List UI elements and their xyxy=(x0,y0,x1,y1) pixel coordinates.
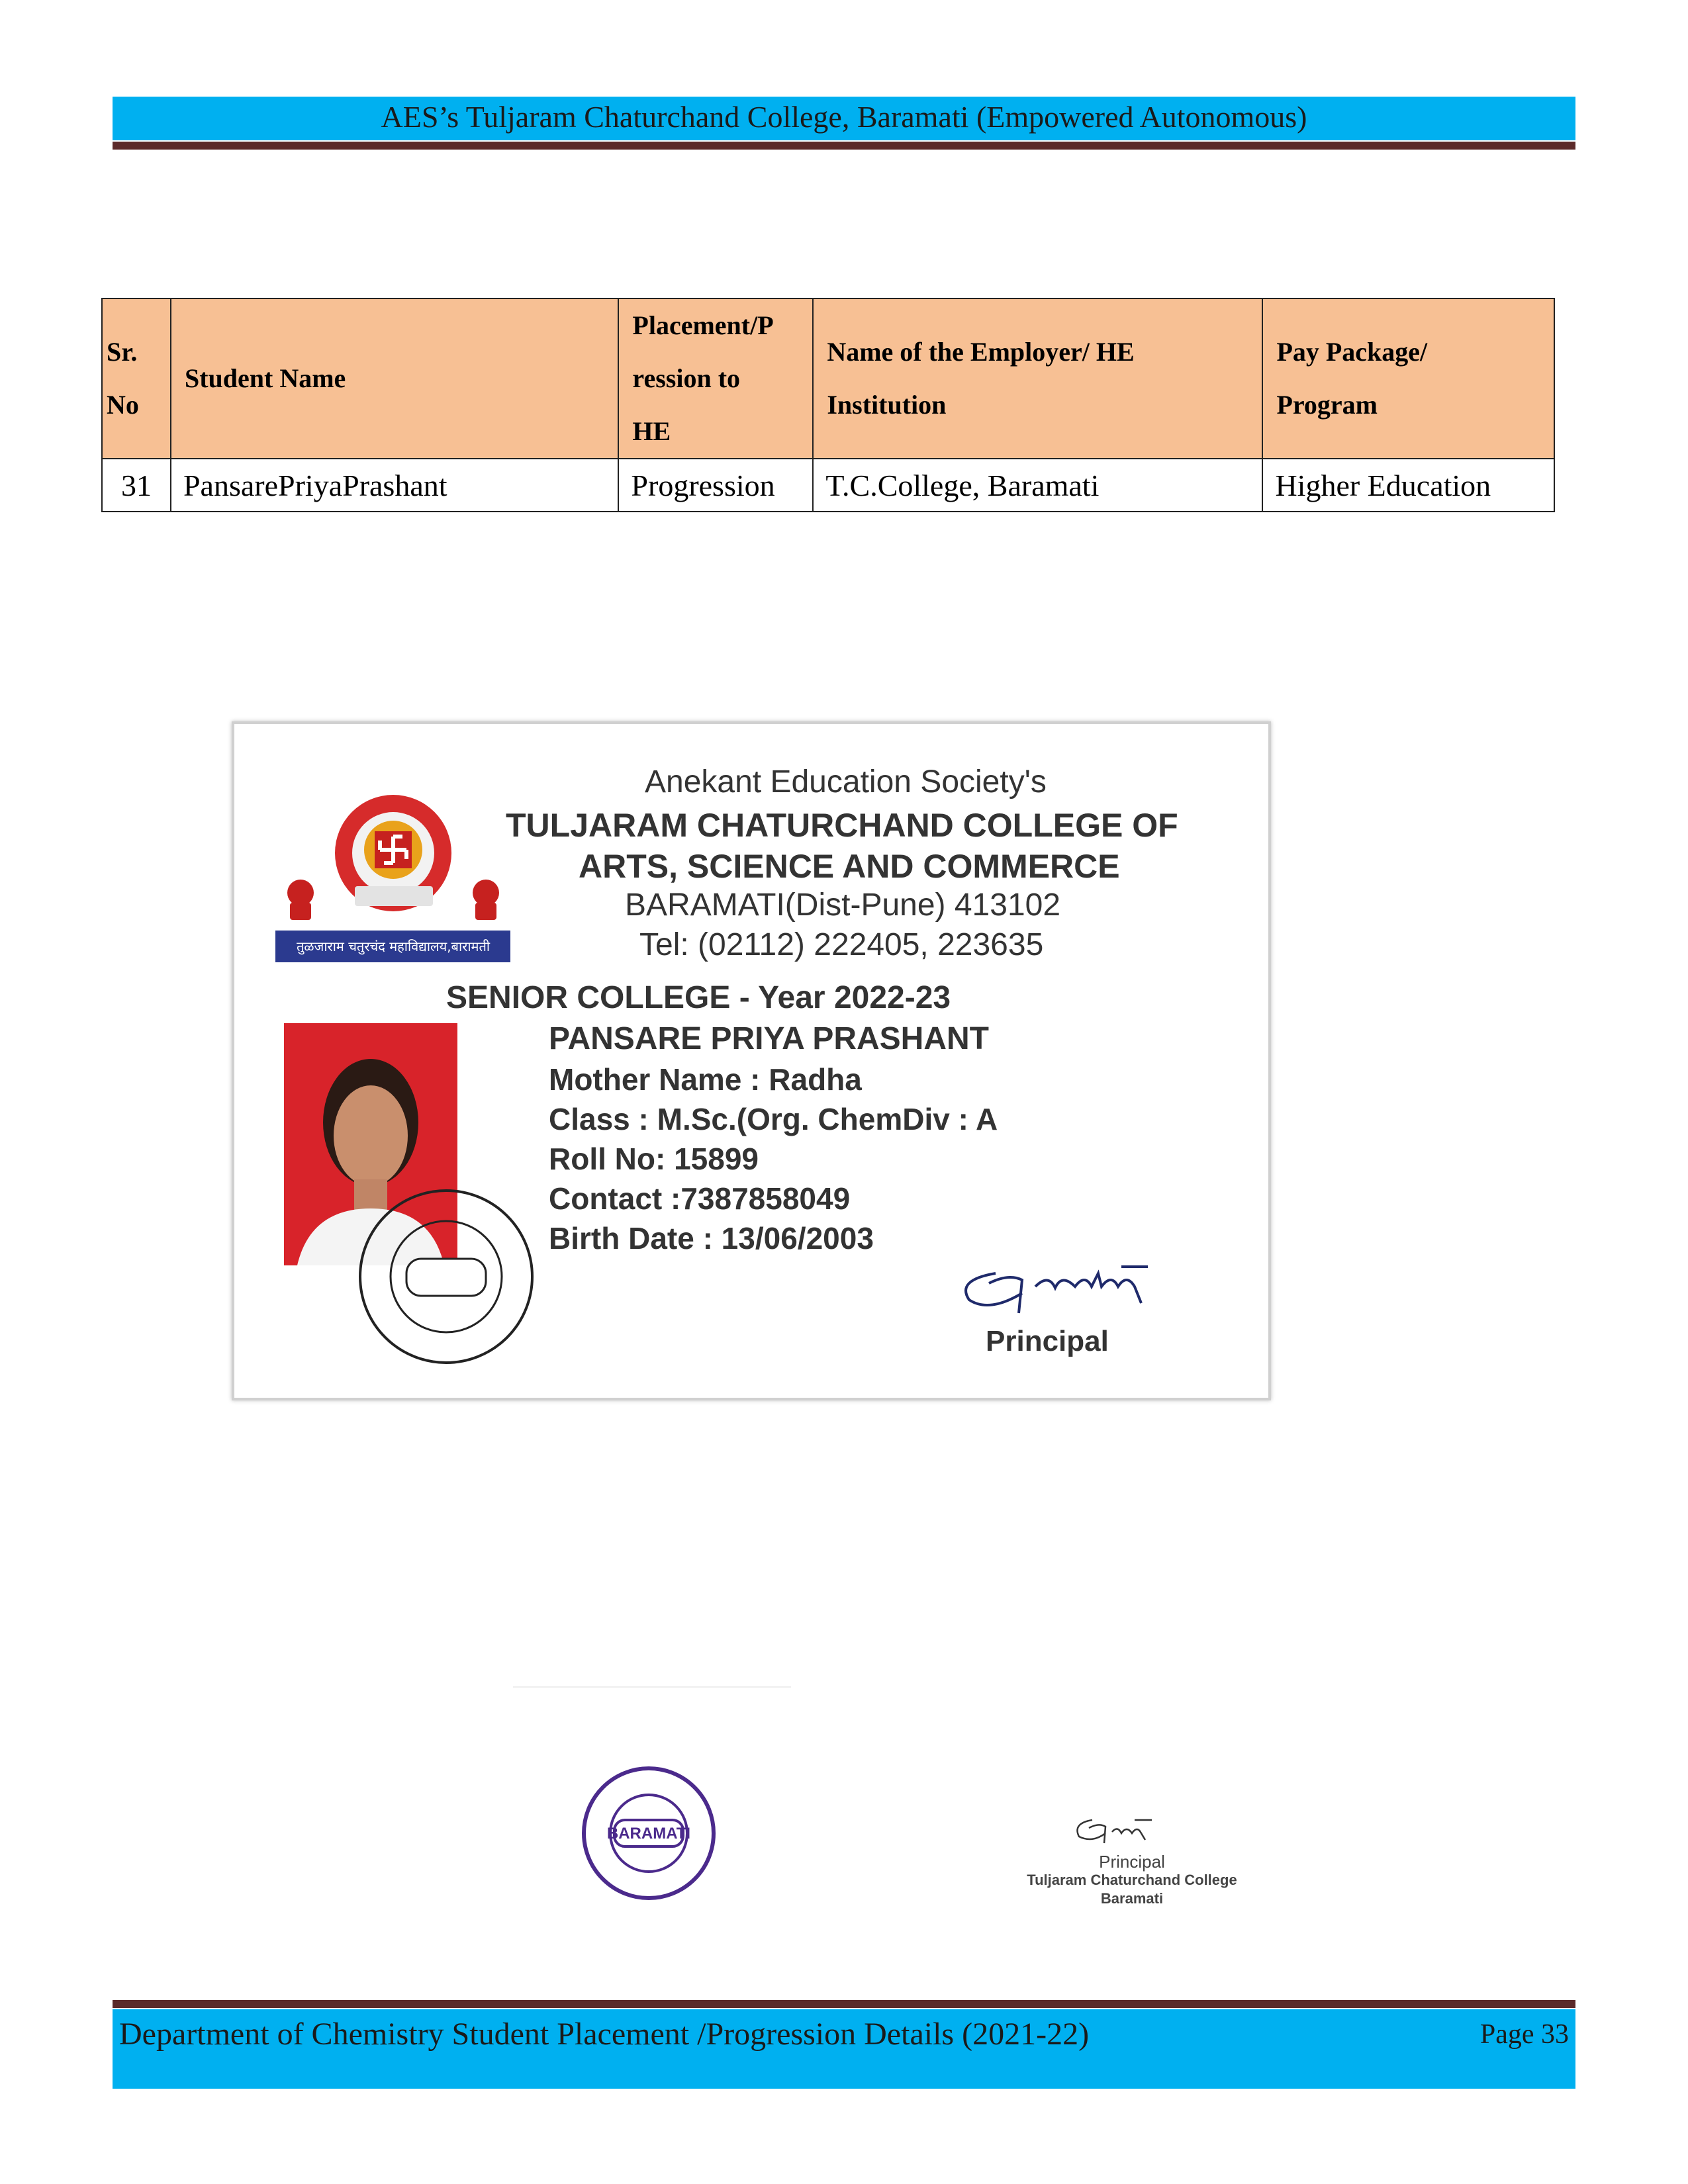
bottom-signatory xyxy=(1019,1813,1244,1913)
header-placement-line1: Placement/P xyxy=(632,310,774,340)
signatory-title: Principal xyxy=(1099,1852,1165,1872)
signatory-college: Tuljaram Chaturchand College xyxy=(1027,1872,1237,1888)
header-name-line1: Student Name xyxy=(184,363,346,393)
card-student-name: PANSARE PRIYA PRASHANT xyxy=(549,1021,989,1056)
header-rule xyxy=(113,142,1575,150)
header-sr-line1: Sr. xyxy=(107,337,138,367)
cell-pay-package: Higher Education xyxy=(1262,459,1554,512)
signatory-place: Baramati xyxy=(1100,1890,1164,1907)
header-student-name xyxy=(171,298,618,459)
header-placement-line3: HE xyxy=(632,416,671,446)
table-header-row xyxy=(102,298,1554,459)
footer-department: Department of Chemistry Student Placement /Progression Details (2021-22) xyxy=(119,2017,1090,2052)
page-header-band xyxy=(113,97,1575,140)
page-footer-band xyxy=(113,2009,1575,2089)
card-birth-date: Birth Date : 13/06/2003 xyxy=(549,1221,874,1255)
header-placement-line2: ression to xyxy=(632,363,741,393)
card-principal-label: Principal xyxy=(986,1325,1109,1357)
faint-divider xyxy=(513,1686,791,1688)
table-row xyxy=(102,459,1554,512)
header-pay-package xyxy=(1262,298,1554,459)
card-contact: Contact :7387858049 xyxy=(549,1181,851,1216)
header-sr-no xyxy=(102,298,171,459)
svg-text:BARAMATI: BARAMATI xyxy=(606,1825,691,1843)
card-roll-no: Roll No: 15899 xyxy=(549,1142,759,1176)
header-employer xyxy=(813,298,1262,459)
header-employer-line2: Institution xyxy=(827,390,947,420)
card-telephone: Tel: (02112) 222405, 223635 xyxy=(639,927,1044,962)
footer-page-number: Page 33 xyxy=(1479,2019,1569,2050)
cell-employer: T.C.College, Baramati xyxy=(813,459,1262,512)
footer-rule xyxy=(113,2000,1575,2008)
cell-sr-no: 31 xyxy=(102,459,171,512)
college-stamp-icon xyxy=(576,1760,722,1906)
college-logo-caption: तुळजाराम चतुरचंद महाविद्यालय,बारामती xyxy=(296,938,491,954)
header-pay-line2: Program xyxy=(1276,390,1378,420)
header-pay-line1: Pay Package/ xyxy=(1276,337,1428,367)
cell-placement: Progression xyxy=(618,459,813,512)
page-header-title: AES’s Tuljaram Chaturchand College, Baramati (Empowered Autonomous) xyxy=(381,100,1307,134)
cell-student-name: PansarePriyaPrashant xyxy=(171,459,618,512)
card-address: BARAMATI(Dist-Pune) 413102 xyxy=(625,887,1061,923)
student-id-card xyxy=(232,721,1271,1400)
principal-signature-icon xyxy=(949,1247,1188,1320)
header-employer-line1: Name of the Employer/ HE xyxy=(827,337,1135,367)
signature-icon xyxy=(1066,1813,1165,1846)
card-class: Class : M.Sc.(Org. ChemDiv : A xyxy=(549,1102,998,1136)
header-sr-line2: No xyxy=(107,390,139,420)
card-mother-name: Mother Name : Radha xyxy=(549,1062,862,1097)
card-college-line2: ARTS, SCIENCE AND COMMERCE xyxy=(579,848,1120,885)
card-college-line1: TULJARAM CHATURCHAND COLLEGE OF xyxy=(506,807,1178,844)
card-society: Anekant Education Society's xyxy=(645,764,1047,799)
college-seal-icon xyxy=(350,1181,542,1373)
header-placement xyxy=(618,298,813,459)
card-year: SENIOR COLLEGE - Year 2022-23 xyxy=(446,980,951,1015)
placement-table xyxy=(101,298,1555,512)
